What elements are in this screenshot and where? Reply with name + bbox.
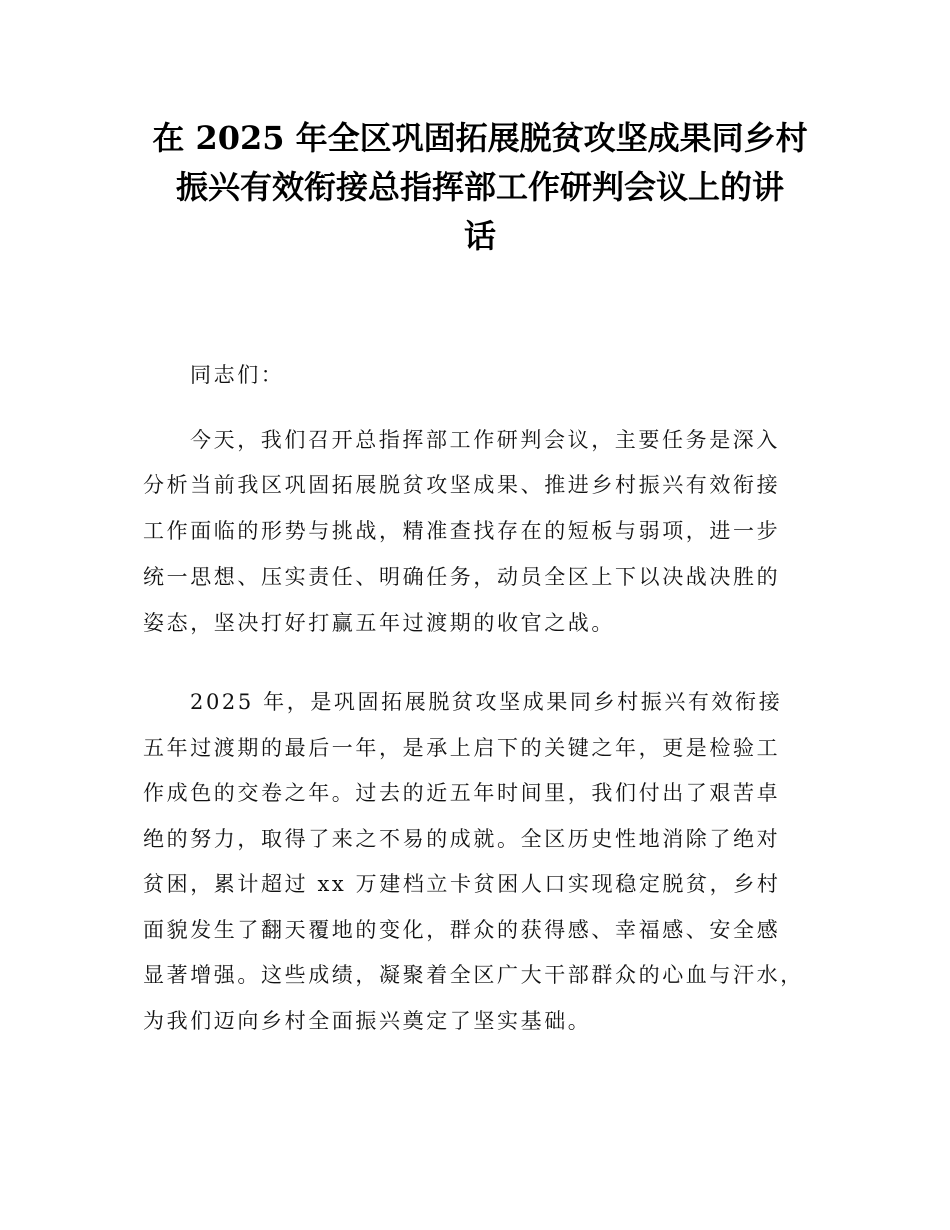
paragraph-2-line-7: 显著增强。这些成绩，凝聚着全区广大干部群众的心血与汗水， <box>143 963 804 987</box>
paragraph-2-line-3: 作成色的交卷之年。过去的近五年时间里，我们付出了艰苦卓 <box>143 781 781 805</box>
paragraph-1-line-5: 姿态，坚决打好打赢五年过渡期的收官之战。 <box>143 611 615 635</box>
paragraph-1-line-2: 分析当前我区巩固拓展脱贫攻坚成果、推进乡村振兴有效衔接 <box>143 473 781 497</box>
salutation: 同志们： <box>190 363 285 387</box>
document-title <box>140 114 820 261</box>
paragraph-2-line-1: 2025 年，是巩固拓展脱贫攻坚成果同乡村振兴有效衔接 <box>190 690 783 714</box>
paragraph-1-line-3: 工作面临的形势与挑战，精准查找存在的短板与弱项，进一步 <box>143 519 781 543</box>
title-line-1: 在 2025 年全区巩固拓展脱贫攻坚成果同乡村 <box>152 119 808 157</box>
title-line-2: 振兴有效衔接总指挥部工作研判会议上的讲 <box>175 168 784 206</box>
paragraph-2-line-2: 五年过渡期的最后一年，是承上启下的关键之年，更是检验工 <box>143 736 781 760</box>
paragraph-2-line-6: 面貌发生了翻天覆地的变化，群众的获得感、幸福感、安全感 <box>143 918 781 942</box>
paragraph-2-line-4: 绝的努力，取得了来之不易的成就。全区历史性地消除了绝对 <box>143 827 781 851</box>
paragraph-2-line-8: 为我们迈向乡村全面振兴奠定了坚实基础。 <box>143 1009 592 1033</box>
paragraph-2-line-5: 贫困，累计超过 xx 万建档立卡贫困人口实现稳定脱贫，乡村 <box>143 872 781 896</box>
paragraph-1-line-4: 统一思想、压实责任、明确任务，动员全区上下以决战决胜的 <box>143 565 781 589</box>
title-line-3: 话 <box>463 217 496 255</box>
paragraph-1-line-1: 今天，我们召开总指挥部工作研判会议，主要任务是深入 <box>190 428 780 452</box>
